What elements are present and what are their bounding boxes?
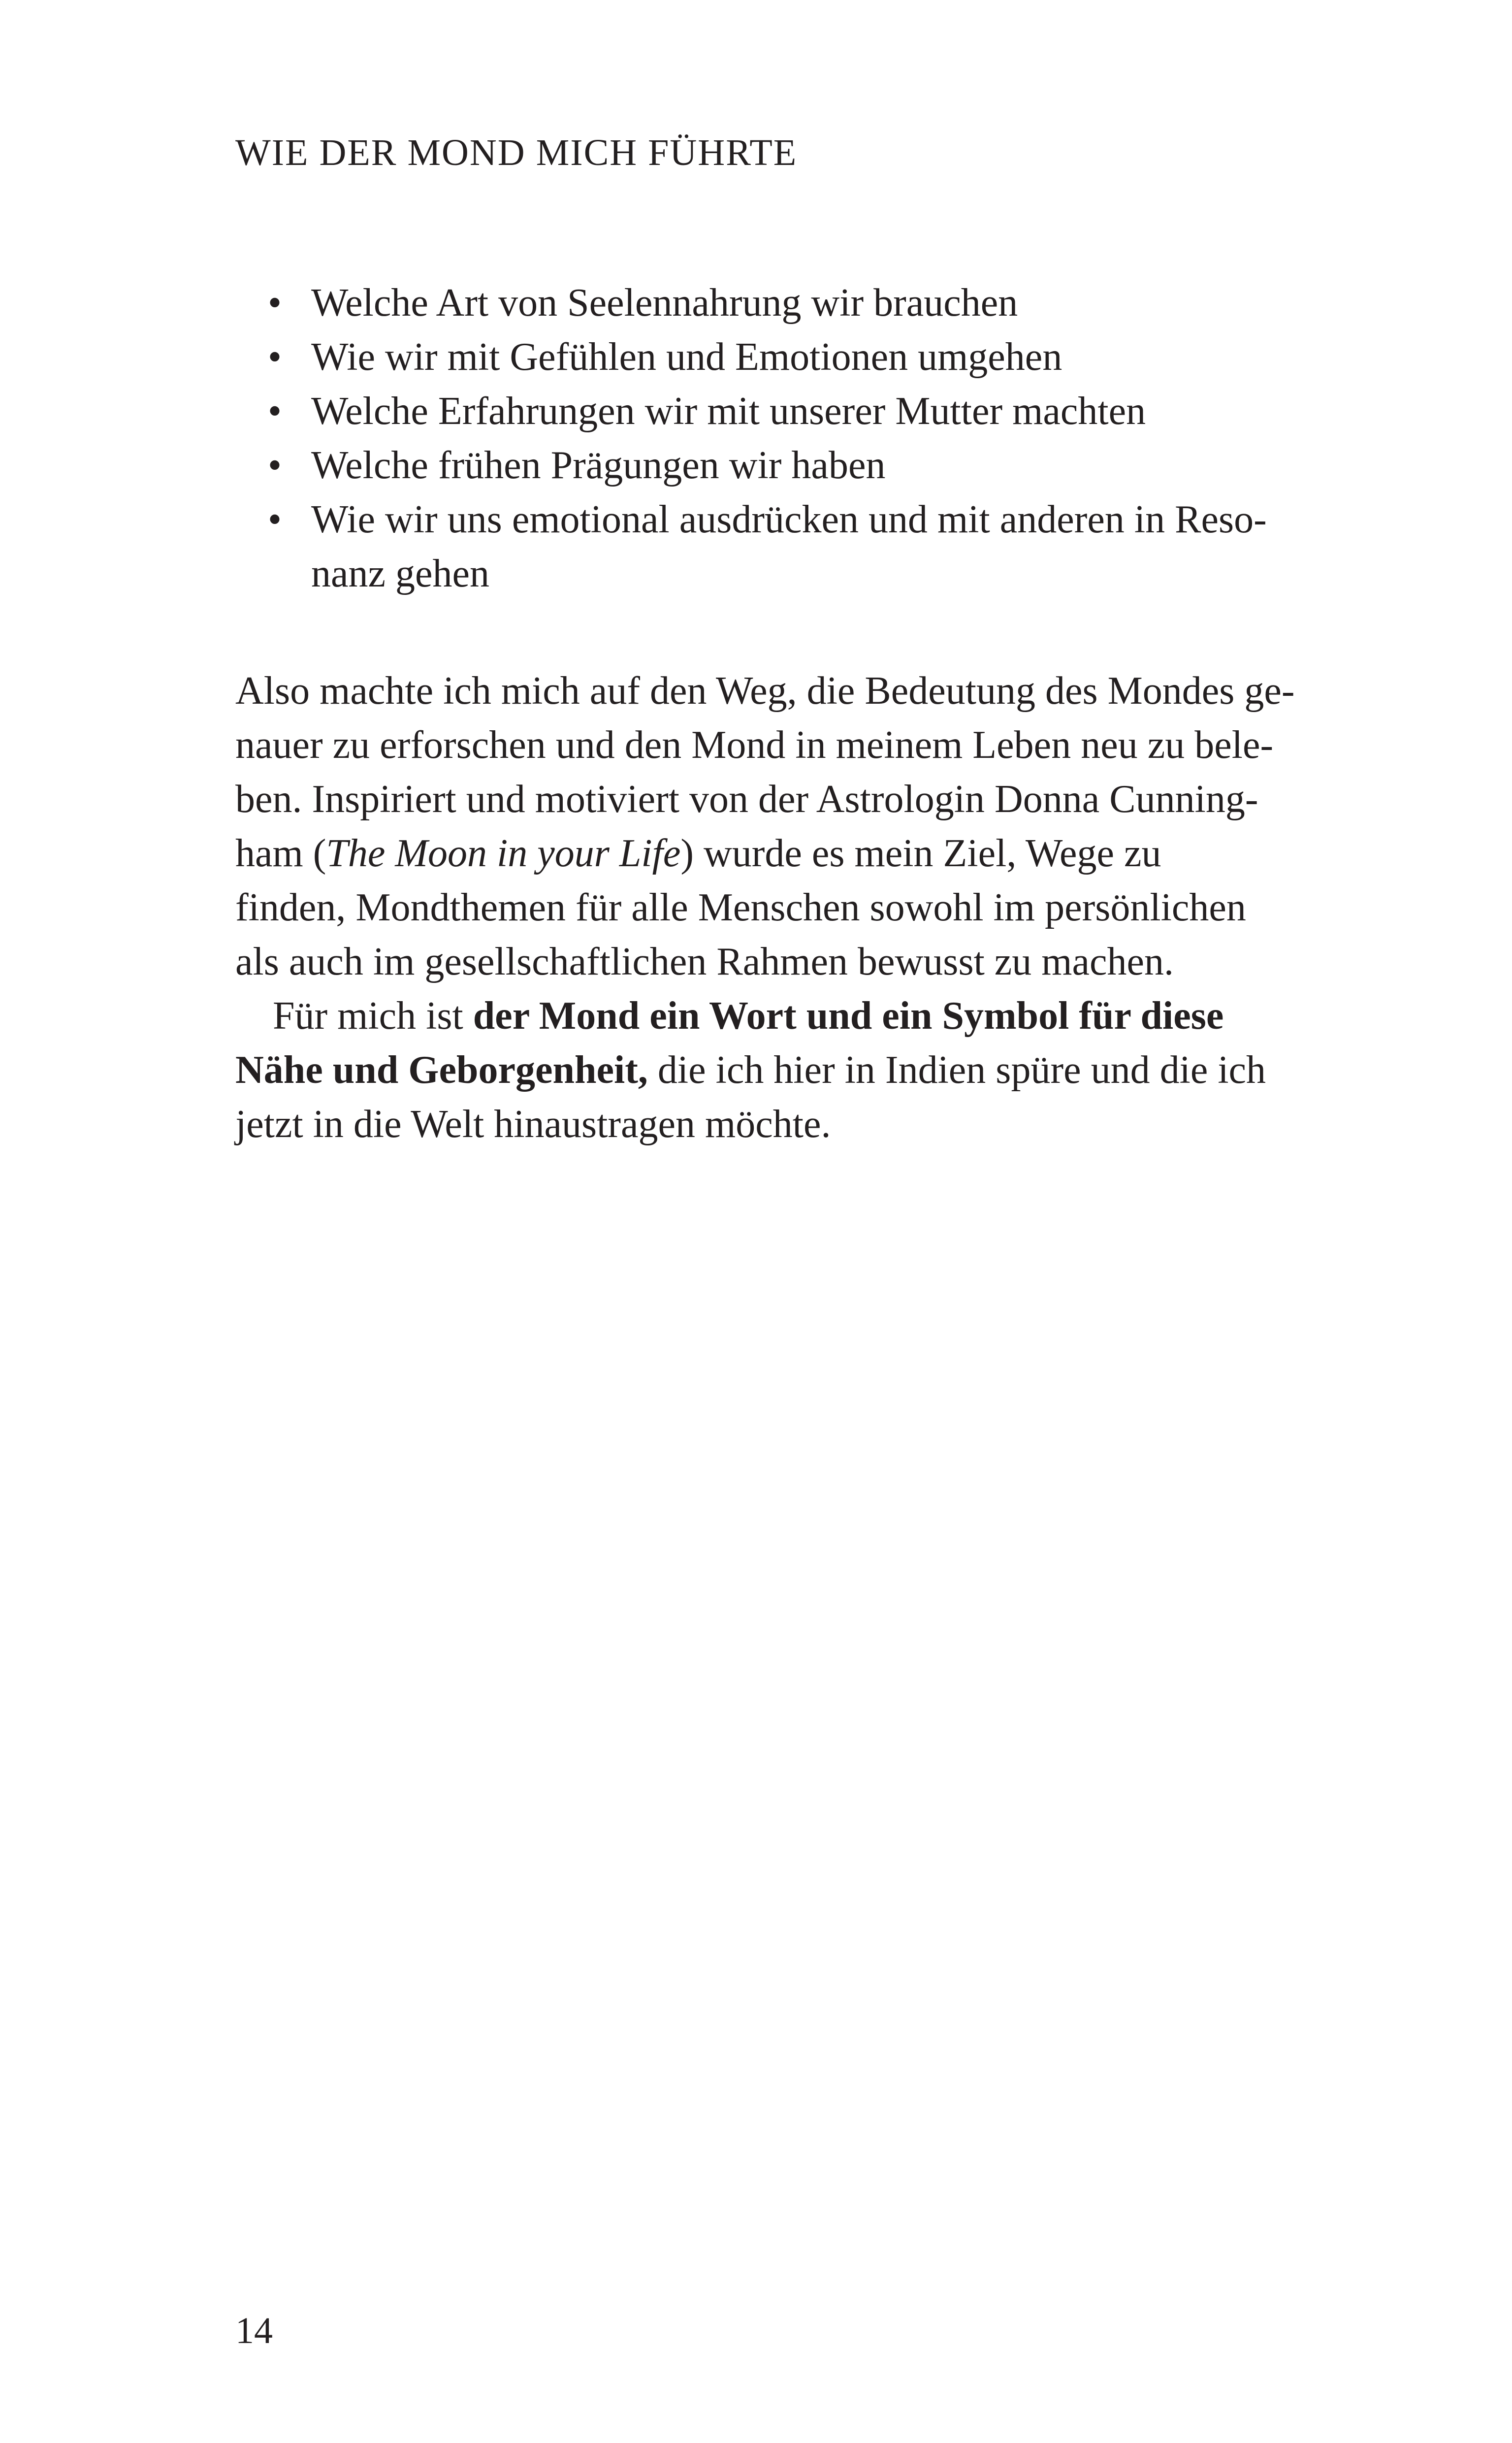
emphasis-text: der Mond ein Wort und ein Symbol für diese (473, 994, 1224, 1038)
text-line: jetzt in die Welt hinaustragen möchte. (235, 1103, 831, 1146)
list-item-text: Welche Art von Seelennahrung wir brauchen (311, 281, 1018, 325)
text-line: Also machte ich mich auf den Weg, die Bedeutung des Mondes ge- (235, 669, 1295, 713)
list-item (266, 438, 1290, 492)
list-item-text: Wie wir mit Gefühlen und Emotionen umgehen (311, 335, 1062, 379)
page-number: 14 (235, 2310, 273, 2351)
text-line: finden, Mondthemen für alle Menschen sowohl im persönlichen (235, 886, 1246, 929)
bullet-icon: • (268, 281, 282, 325)
book-title: The Moon in your Life (326, 832, 681, 875)
text-run: ham ( (235, 832, 326, 875)
bullet-list (266, 276, 1290, 601)
text-line (235, 1043, 1294, 1097)
bullet-icon: • (268, 390, 282, 433)
text-line: nauer zu erforschen und den Mond in meinem Leben neu zu bele- (235, 723, 1274, 767)
bullet-icon: • (268, 444, 282, 487)
body-paragraph-1 (235, 664, 1294, 989)
text-run: Für mich ist (273, 994, 473, 1038)
text-line: ben. Inspiriert und motiviert von der Astrologin Donna Cunning- (235, 778, 1258, 821)
text-line (235, 826, 1294, 880)
text-run: ) wurde es mein Ziel, Wege zu (680, 832, 1161, 875)
list-item (266, 330, 1290, 384)
list-item-text: Welche Erfahrungen wir mit unserer Mutter machten (311, 390, 1146, 433)
text-line (235, 989, 1294, 1043)
running-head: WIE DER MOND MICH FÜHRTE (235, 132, 798, 173)
emphasis-text: Nähe und Geborgenheit, (235, 1048, 648, 1092)
bullet-icon: • (268, 335, 282, 379)
list-item (266, 492, 1290, 601)
list-item (266, 384, 1290, 438)
text-run: die ich hier in Indien spüre und die ich (647, 1048, 1266, 1092)
bullet-icon: • (268, 498, 282, 541)
list-item-text: Welche frühen Prägungen wir haben (311, 444, 886, 487)
text-line: als auch im gesellschaftlichen Rahmen bewusst zu machen. (235, 940, 1174, 983)
list-item-text: Wie wir uns emotional ausdrücken und mit anderen in Reso- (311, 498, 1267, 541)
list-item (266, 276, 1290, 330)
list-item-text: nanz gehen (311, 552, 490, 595)
body-paragraph-2 (235, 989, 1294, 1151)
